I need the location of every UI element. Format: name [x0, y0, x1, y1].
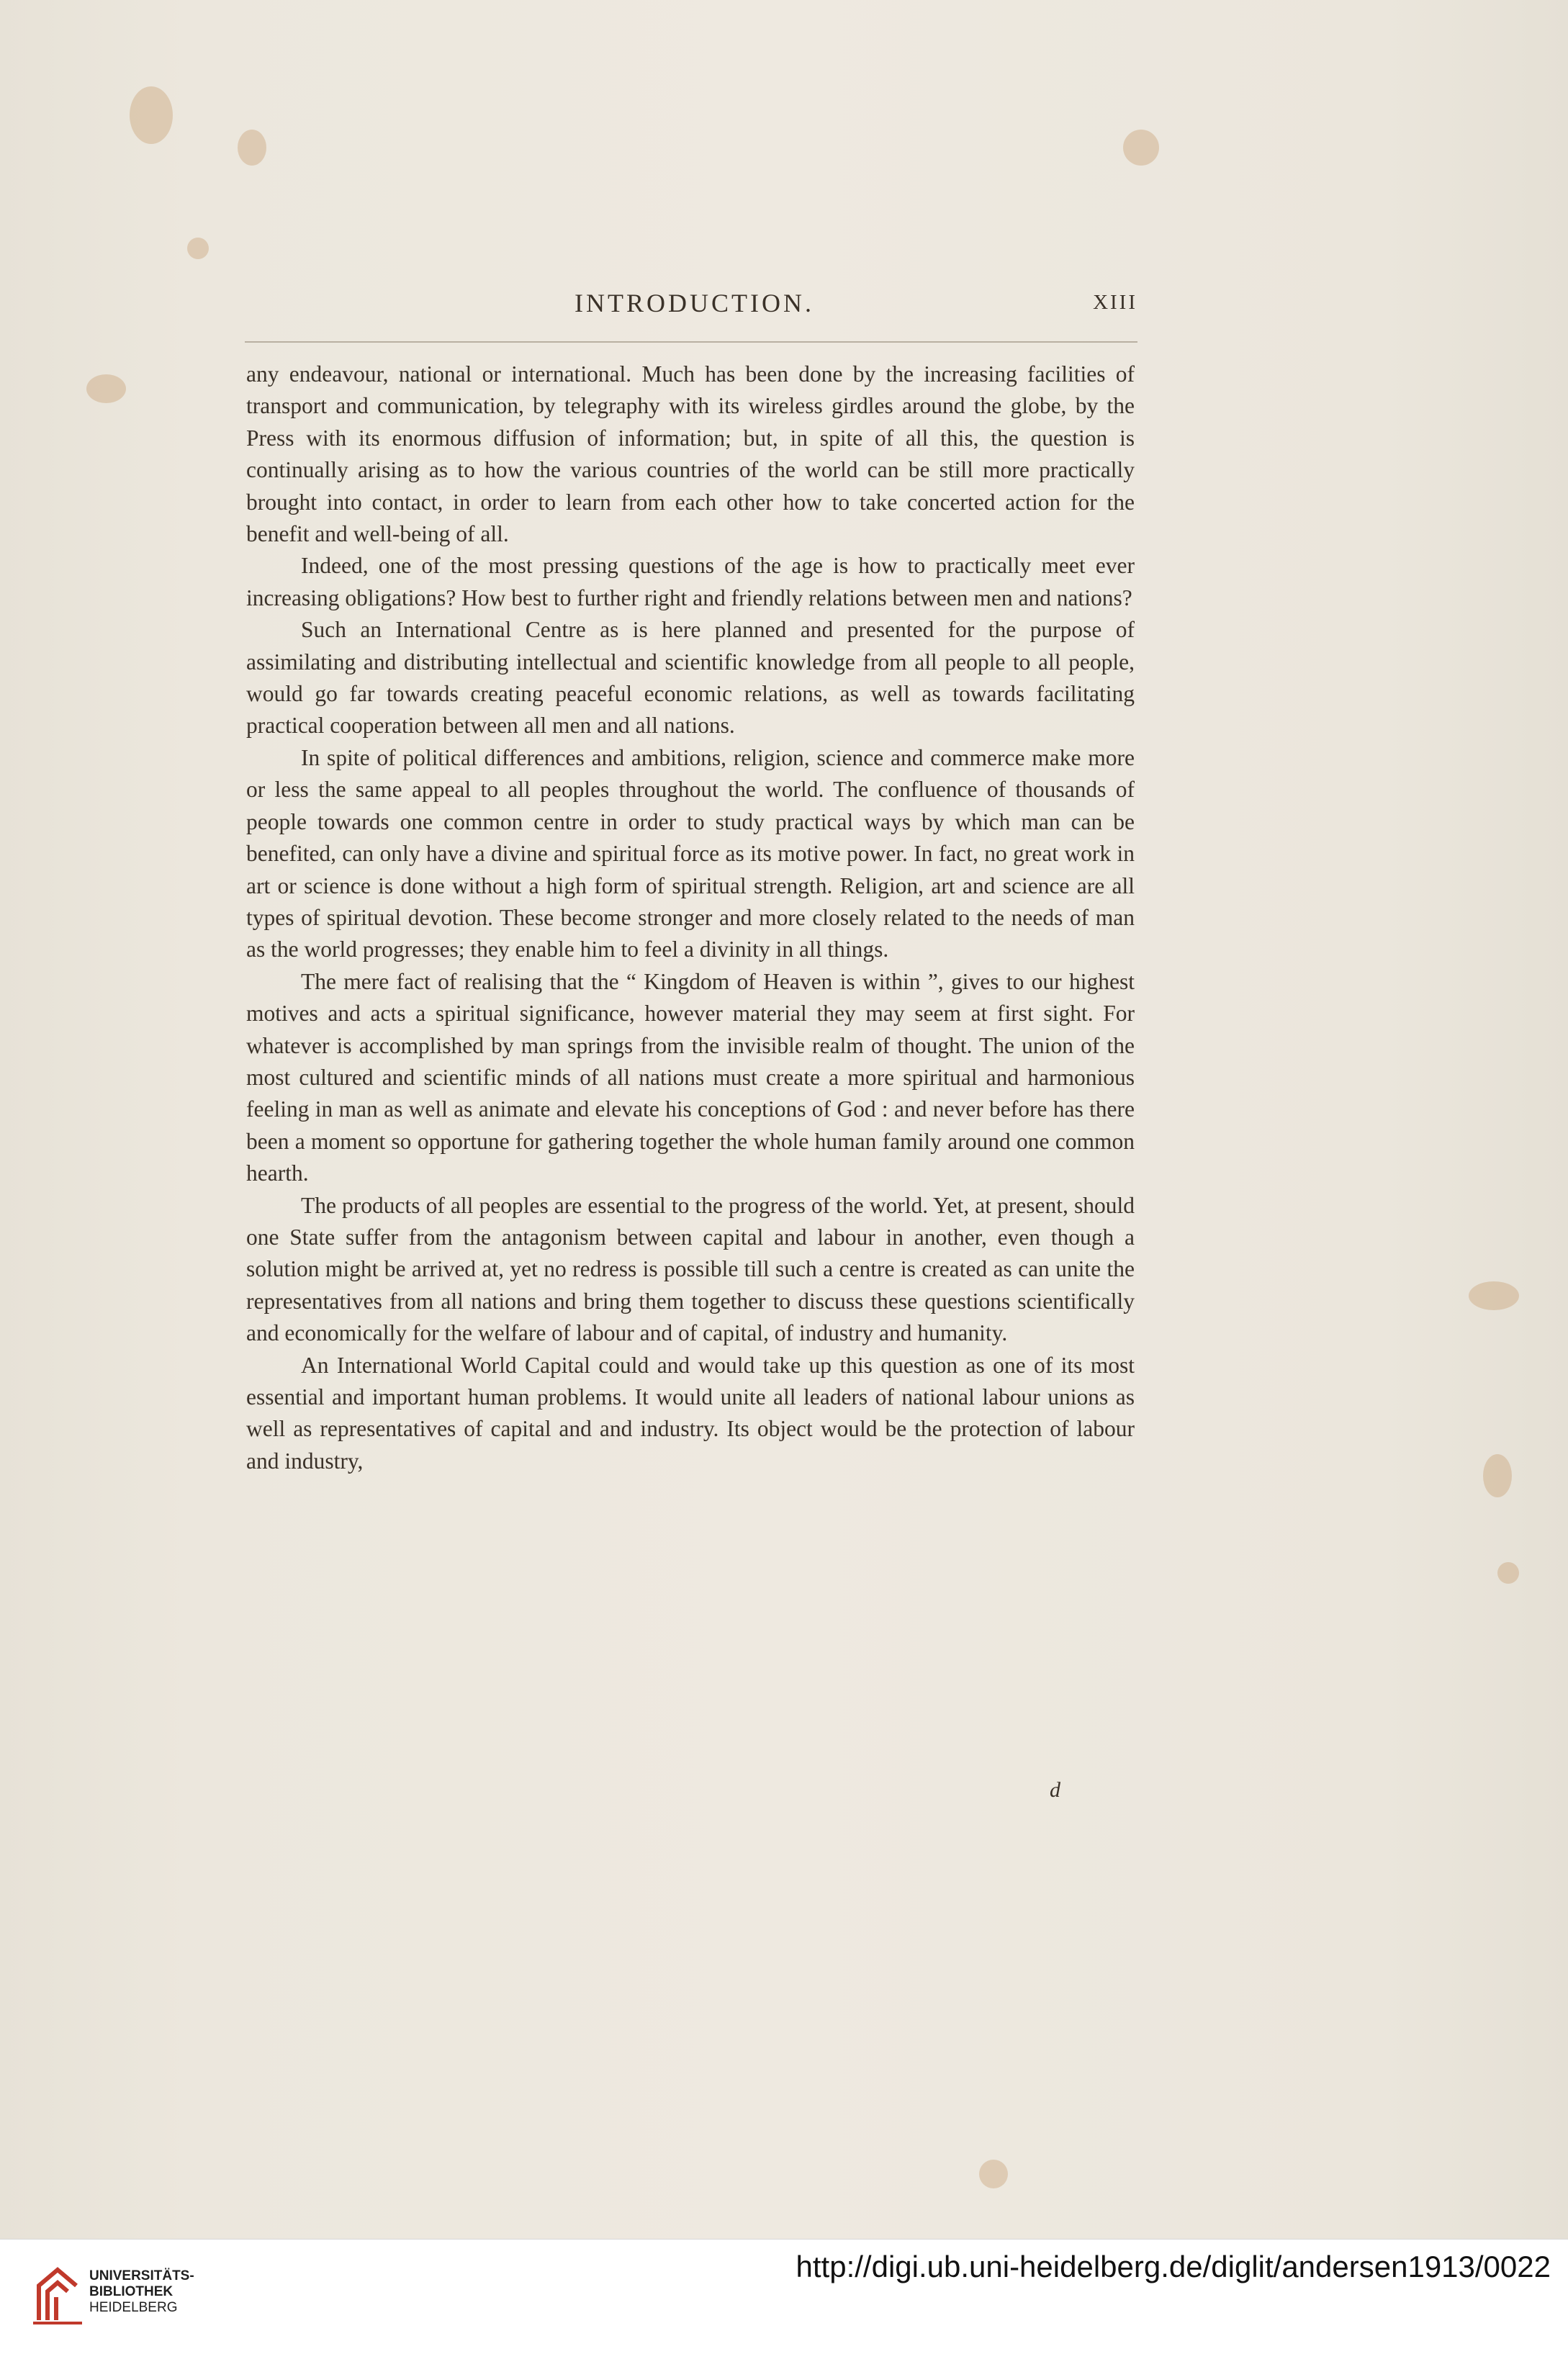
header-rule: [245, 341, 1137, 343]
paragraph: In spite of political differences and ambitions, religion, science and commerce make more or less the same appeal to all peoples throughout the world. The confluence of thousands of people towards one common centre in order to study practical ways by which man can be benefited, can only have a divine and spiritual force as its motive power. In fact, no great work in art or science is done without a high form of spiritual strength. Religion, art and science are all types of spiritual devotion. These become stronger and more closely related to the needs of man as the world progresses; they enable him to feel a divinity in all things.: [246, 744, 1135, 962]
viewer-footer: [0, 2239, 1568, 2354]
paragraph: The products of all peoples are essential to the progress of the world. Yet, at present, should one State suffer from the antagonism between capital and labour in another, even though a solution might be arrived at, yet no redress is possible till such a centre is created as can unite the representatives from all nations and bring them together to discuss these questions scientifically and economically for the welfare of labour and of capital, of industry and humanity.: [246, 1192, 1135, 1346]
body-text: [246, 358, 1135, 1477]
paragraph: The mere fact of realising that the “ Kingdom of Heaven is within ”, gives to our highest motives and acts a spiritual significance, however material they may seem at first sight. For whatever is accomplished by man springs from the invisible realm of thought. The union of the most cultured and scientific minds of all nations must create a more spiritual and harmonious feeling in man as well as animate and elevate his conceptions of God : and never before has there been a moment so opportune for gathering together the whole human family around one common hearth.: [246, 968, 1135, 1186]
permalink-url[interactable]: http://digi.ub.uni-heidelberg.de/diglit/andersen1913/0022: [796, 2250, 1551, 2283]
logo-line: BIBLIOTHEK: [89, 2284, 174, 2299]
running-head: [245, 288, 1137, 324]
library-logo[interactable]: [29, 2257, 209, 2336]
paragraph: Indeed, one of the most pressing questions of the age is how to practically meet ever increasing obligations? How best to further right and friendly relations between men and nations?: [246, 553, 1135, 610]
paragraph: An International World Capital could and would take up this question as one of its most essential and important human problems. It would unite all leaders of national labour unions as well as representatives of capital and and industry. Its object would be the protection of labour and industry,: [246, 1352, 1135, 1474]
running-title: INTRODUCTION.: [575, 289, 814, 317]
library-logo-text: [89, 2268, 194, 2316]
signature-mark: d: [1050, 1778, 1060, 1802]
logo-line: UNIVERSITÄTS-: [89, 2268, 194, 2283]
library-logo-icon: [29, 2264, 86, 2324]
paragraph: Such an International Centre as is here planned and presented for the purpose of assimilating and distributing intellectual and scientific knowledge from all people to all people, would go far towards creating peaceful economic relations, as well as towards facilitating practical cooperation between all men and all nations.: [246, 617, 1135, 739]
page-number: XIII: [1093, 291, 1137, 314]
logo-line: HEIDELBERG: [89, 2300, 178, 2315]
paragraph: any endeavour, national or international. Much has been done by the increasing facilities of transport and communication, by telegraphy with its wireless girdles around the globe, by the Press with its enormous diffusion of information; but, in spite of all this, the question is continually arising as to how the various countries of the world can be still more practically brought into contact, in order to learn from each other how to take concerted action for the benefit and well-being of all.: [246, 361, 1135, 547]
